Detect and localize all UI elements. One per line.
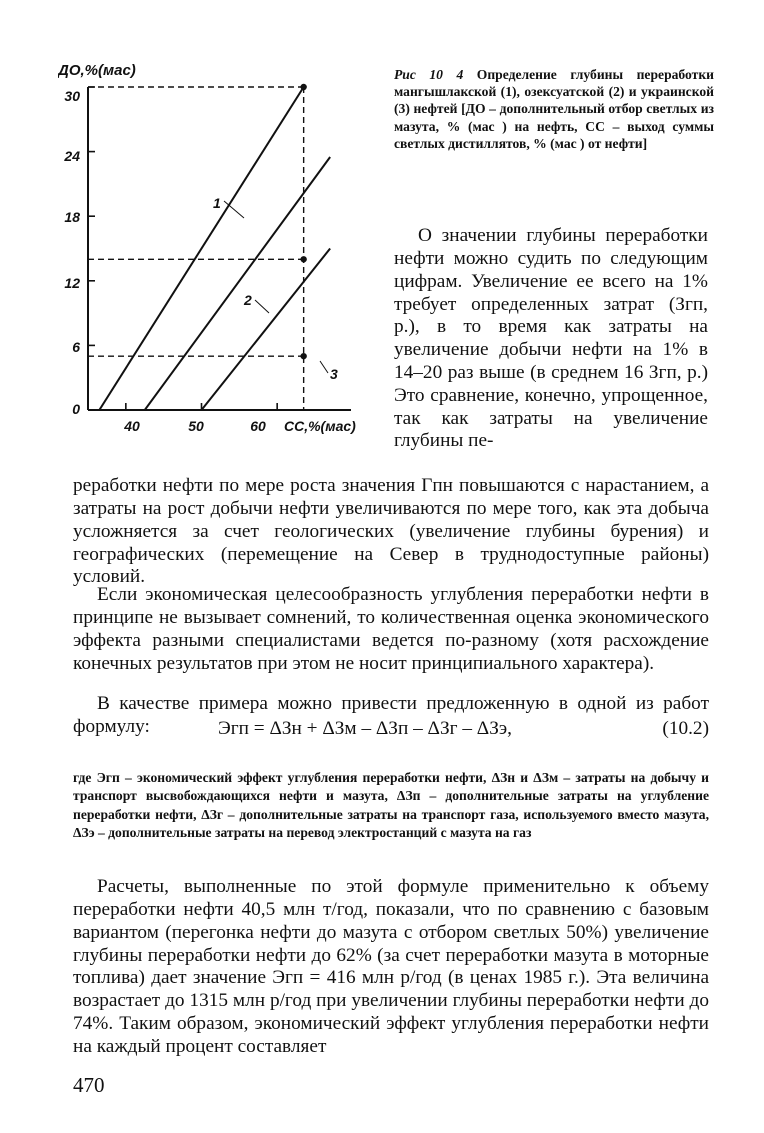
figure-caption <box>394 66 714 152</box>
paragraph-2: Если экономическая целесообразность углубления переработки нефти в принципе не вызывает сомнений, то количественная оценка экономического эффекта разными специалистами ведется по-разному (хотя расхождение конечных результатов при этом не носит принципиального характера). <box>73 584 709 674</box>
y-tick-label: 24 <box>64 148 80 164</box>
caption-lead: Рис 10 4 <box>394 67 464 82</box>
plot-area <box>88 84 351 410</box>
x-axis-title: СС,%(мас) <box>284 418 356 434</box>
formula-number: (10.2) <box>662 718 709 739</box>
y-tick-label: 30 <box>64 88 80 104</box>
paragraph-4: Расчеты, выполненные по этой формуле применительно к объему переработки нефти 40,5 млн т/год, показали, что по сравнению с базовым вариантом (перегонка нефти до мазута с отбором светлых 50%) увеличение глубины переработки нефти до 62% (за счет переработки мазута в моторные топлива) дает значение Эгп = 416 млн р/год (в ценах 1985 г.). Эта величина возрастает до 1315 млн р/год при увеличении глубины переработки нефти до 74%. Таким образом, экономический эффект углубления переработки нефти на каждый процент составляет <box>73 876 709 1057</box>
y-axis-title: ДО,%(мас) <box>58 62 136 79</box>
series-line-3 <box>202 249 331 411</box>
paragraph-3: В качестве примера можно привести предложенную в одной из работ формулу: <box>73 693 709 738</box>
intersection-point <box>300 256 306 262</box>
y-tick-label: 18 <box>64 209 80 225</box>
formula-note: где Эгп – экономический эффект углубления переработки нефти, ΔЗн и ΔЗм – затраты на добычу и транспорт высвобождающихся нефти и мазута, ΔЗп – дополнительные затраты на углубление переработки нефти, ΔЗг – дополнительные затраты на транспорт газа, используемого вместо мазута, ΔЗэ – дополнительные затраты на перевод электростанций с мазута на газ <box>73 769 709 841</box>
y-tick-label: 0 <box>72 401 80 417</box>
depth-chart <box>58 55 378 445</box>
formula-10-2 <box>73 718 709 744</box>
y-tick-label: 6 <box>72 339 80 355</box>
x-tick-label: 40 <box>124 418 140 434</box>
y-tick-label: 12 <box>64 275 80 291</box>
intersection-point <box>300 353 306 359</box>
intersection-point <box>300 84 306 90</box>
x-tick-label: 60 <box>250 418 266 434</box>
leader-line-3 <box>320 361 328 373</box>
paragraph-1-continuation: реработки нефти по мере роста значения Гпн повышаются с нарастанием, а затраты на рост добычи нефти увеличиваются по мере того, как эта добыча усложняется за счет геологических (увеличение глубины бурения) и географических (перемещение на Север в труднодоступные районы) условий. <box>73 475 709 588</box>
line-label-2: 2 <box>244 292 252 308</box>
x-tick-label: 50 <box>188 418 204 434</box>
leader-line-2 <box>255 300 269 313</box>
caption-text: Определение глубины переработки мангышлакской (1), озексуатской (2) и украинской (3) нефтей [ДО – дополнительный отбор светлых из мазута, % (мас ) на нефть, СС – выход суммы светлых дистиллятов, % (мас ) от нефти] <box>394 67 714 151</box>
formula-expression: Эгп = ΔЗн + ΔЗм – ΔЗп – ΔЗг – ΔЗэ, <box>218 718 512 739</box>
paragraph-1: О значении глубины переработки нефти можно судить по следующим цифрам. Увеличение ее всего на 1% требует определенных затрат (Згп, р.), в то время как затраты на увеличение добычи нефти на 1% в 14–20 раз выше (в среднем 16 Згп, р.) Это сравнение, конечно, упрощенное, так как затраты на увеличение глубины пе- <box>394 225 708 452</box>
page-number: 470 <box>73 1073 105 1097</box>
line-label-3: 3 <box>330 366 338 382</box>
line-label-1: 1 <box>213 195 221 211</box>
series-line-1 <box>99 87 303 410</box>
